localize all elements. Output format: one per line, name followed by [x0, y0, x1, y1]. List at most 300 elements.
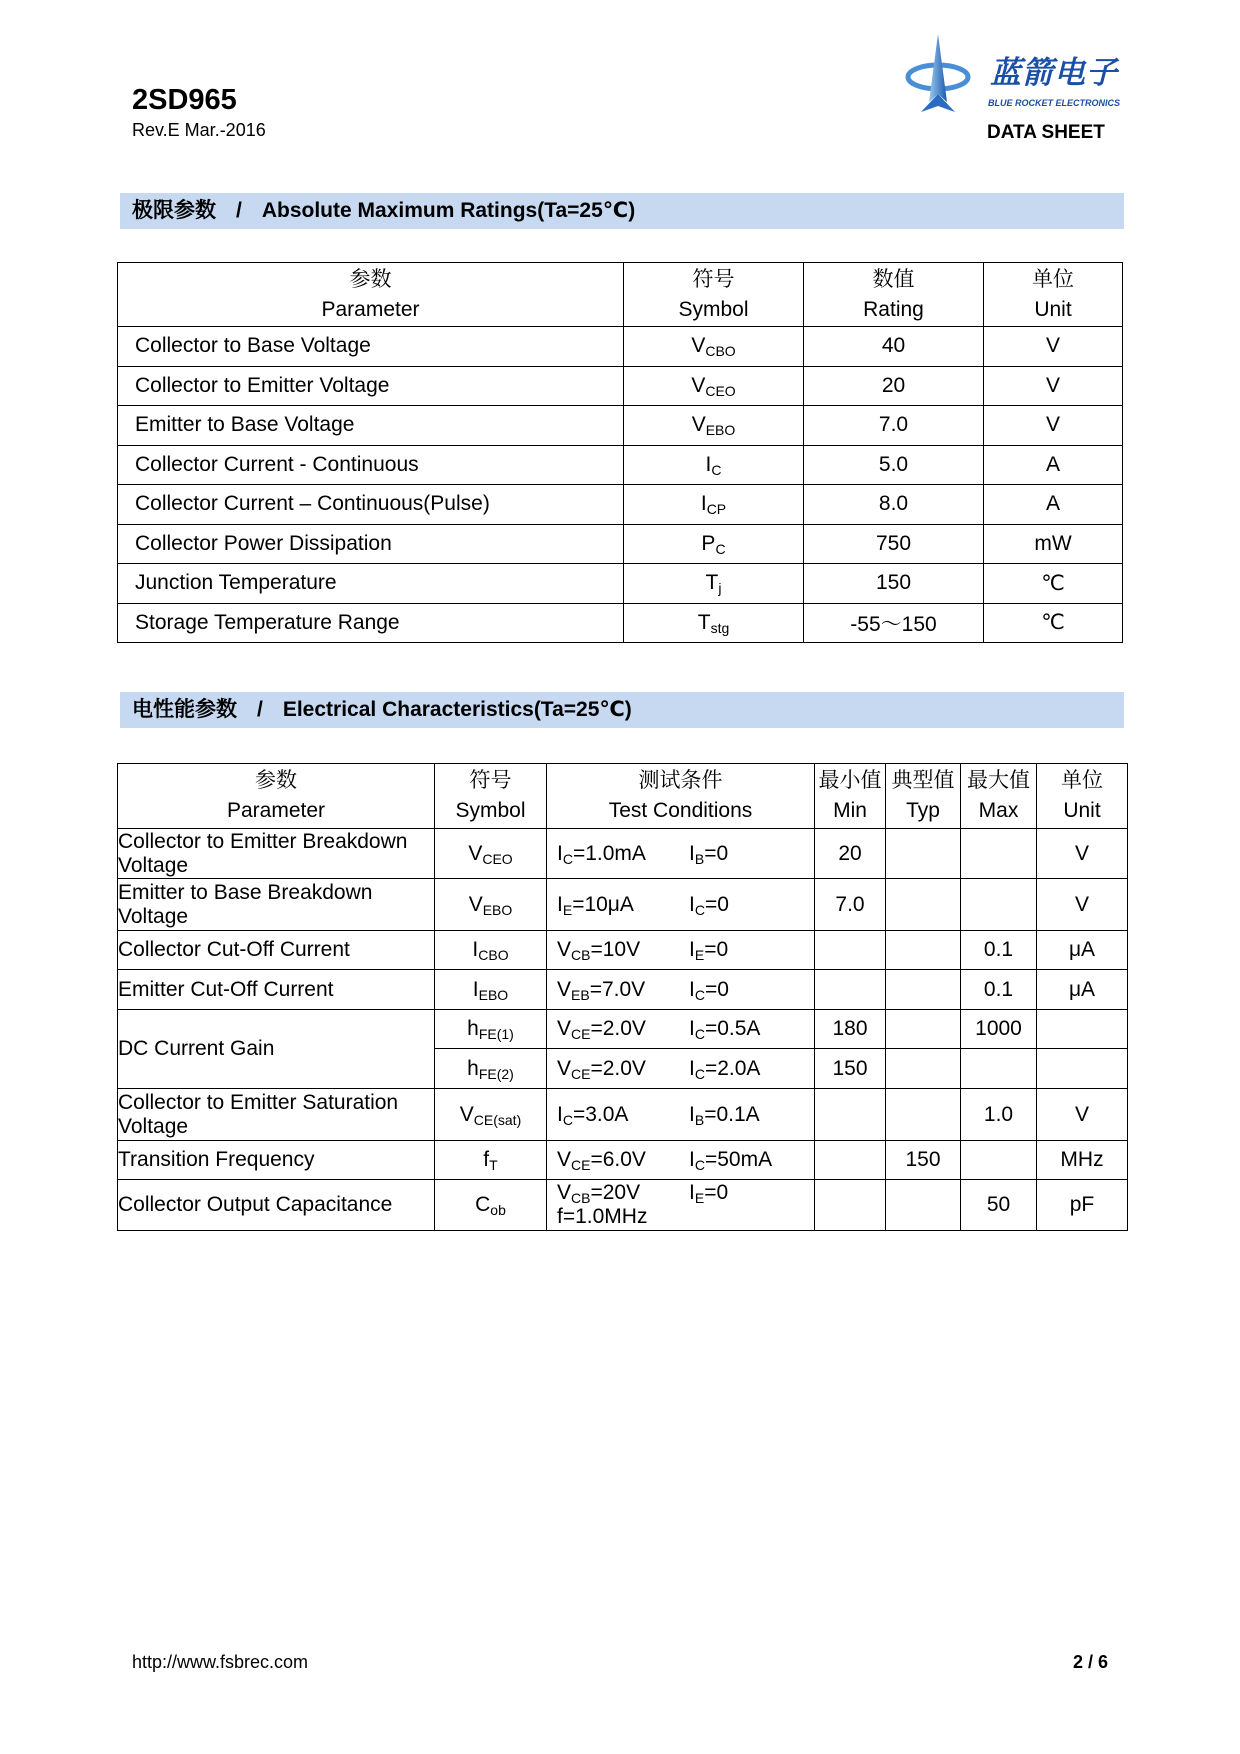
table-row [118, 485, 1123, 525]
max-cell [961, 1049, 1037, 1089]
cond-symbol: V [557, 938, 572, 961]
param-cell [118, 327, 624, 367]
abs-max-table [117, 262, 1123, 643]
min-cell [815, 1141, 886, 1180]
cond-symbol: I [557, 1102, 563, 1126]
unit: mW [1034, 531, 1072, 555]
cond-symbol: V [557, 977, 572, 1001]
unit-cell [984, 564, 1123, 604]
symbol-subscript: CEO [482, 850, 513, 867]
unit-value: MHz [1060, 1148, 1104, 1171]
header-en: Rating [863, 297, 924, 321]
symbol-subscript: CP [706, 501, 727, 518]
symbol: V [459, 1102, 474, 1126]
symbol: V [468, 892, 483, 916]
cond-symbol: I [689, 1181, 695, 1204]
min-value: 150 [832, 1056, 868, 1080]
table-header [118, 263, 1123, 327]
typ-cell [886, 879, 961, 931]
table-row [118, 366, 1123, 406]
unit-cell [984, 366, 1123, 406]
unit-value: pF [1069, 1193, 1095, 1216]
cond-symbol: I [689, 938, 695, 961]
revision: Rev.E Mar.-2016 [132, 120, 266, 140]
symbol-subscript: C [711, 461, 722, 478]
param-cell [118, 485, 624, 525]
unit-value: μA [1068, 938, 1096, 961]
cond-value: =7.0V [589, 977, 646, 1001]
separator: / [257, 698, 263, 721]
param-cell [118, 524, 624, 564]
cond-subscript: C [694, 1157, 705, 1173]
symbol: I [705, 452, 712, 476]
max-cell [961, 931, 1037, 970]
unit-value: V [1074, 892, 1089, 916]
header-en: Typ [906, 799, 940, 822]
cond-value: =6.0V [590, 1148, 646, 1171]
max-cell [961, 1180, 1037, 1231]
cond-value: =0.5A [704, 1017, 761, 1040]
rating: 8.0 [878, 492, 909, 516]
unit-cell [1037, 1010, 1128, 1049]
cond-value: =10V [590, 938, 641, 961]
cond-subscript: CB [571, 947, 591, 963]
cond-value: =0 [704, 892, 729, 916]
symbol-subscript: FE(1) [478, 1026, 514, 1042]
max-value: 50 [986, 1193, 1011, 1216]
separator: / [236, 199, 242, 222]
symbol-cell [435, 931, 547, 970]
unit: V [1045, 334, 1060, 358]
header-cell [435, 764, 547, 829]
header-en: Max [978, 799, 1019, 822]
rating: 750 [875, 531, 912, 555]
unit: A [1045, 492, 1060, 516]
symbol-cell [435, 1089, 547, 1141]
symbol-subscript: stg [710, 619, 730, 636]
min-value: 180 [832, 1017, 868, 1040]
param-name: Storage Temperature Range [135, 610, 400, 634]
cond-value: =3.0A [572, 1102, 629, 1126]
header-en: Unit [1034, 297, 1072, 321]
rating-cell [804, 366, 984, 406]
min-value: 7.0 [835, 892, 865, 916]
min-cell [815, 931, 886, 970]
typ-cell [886, 1010, 961, 1049]
doc-type: DATA SHEET [987, 122, 1105, 143]
max-value: 0.1 [983, 938, 1014, 961]
cond-value: =0 [704, 938, 729, 961]
symbol-subscript: EBO [478, 986, 509, 1003]
symbol-subscript: j [718, 580, 722, 597]
unit: V [1045, 413, 1060, 437]
page-number: 2 / 6 [1073, 1652, 1109, 1672]
param-cell [118, 879, 435, 931]
rating-cell [804, 524, 984, 564]
max-cell [961, 1141, 1037, 1180]
header-cell [886, 764, 961, 829]
header-en: Test Conditions [608, 799, 753, 822]
param-cell [118, 366, 624, 406]
symbol-subscript: CBO [705, 343, 736, 360]
cond-symbol: I [689, 1148, 695, 1171]
symbol: V [691, 334, 706, 358]
header-cell [984, 263, 1123, 327]
cond-value: =1.0mA [572, 841, 646, 865]
typ-cell [886, 931, 961, 970]
symbol-subscript: C [715, 540, 726, 557]
symbol-cell [435, 1180, 547, 1231]
unit-cell [984, 327, 1123, 367]
table-row [118, 931, 1128, 970]
symbol-subscript: EBO [705, 422, 736, 439]
conditions-cell [547, 829, 815, 879]
table-row [118, 603, 1123, 643]
header-cell [815, 764, 886, 829]
unit-cell [1037, 1089, 1128, 1141]
symbol-cell [624, 603, 804, 643]
header-cn: 参数 [255, 769, 297, 792]
param-name: Collector Power Dissipation [135, 531, 392, 555]
symbol: T [697, 610, 711, 634]
cond-value: =2.0V [590, 1056, 646, 1080]
symbol-cell [624, 485, 804, 525]
symbol: h [467, 1017, 479, 1040]
unit-cell [1037, 879, 1128, 931]
symbol: I [472, 977, 479, 1001]
table-row [118, 445, 1123, 485]
cond-value: =0 [704, 1181, 729, 1204]
symbol-subscript: EBO [482, 901, 513, 918]
symbol: P [701, 531, 716, 555]
logo-text-en: BLUE ROCKET ELECTRONICS [988, 98, 1121, 108]
param-name: Collector to Emitter Voltage [135, 373, 390, 397]
header-cn: 参数 [349, 267, 392, 291]
max-cell [961, 829, 1037, 879]
header-en: Parameter [226, 799, 326, 822]
symbol-subscript: ob [490, 1202, 506, 1218]
unit-cell [984, 524, 1123, 564]
cond-symbol: I [689, 1017, 695, 1040]
param-cell [118, 603, 624, 643]
min-cell [815, 1049, 886, 1089]
unit-cell [1037, 1141, 1128, 1180]
conditions-cell [547, 931, 815, 970]
unit-cell [984, 603, 1123, 643]
cond-subscript: B [694, 850, 705, 867]
rating: 5.0 [878, 452, 909, 476]
cond-value: =0 [704, 977, 729, 1001]
section-header-abs-max [120, 193, 1124, 229]
typ-cell [886, 1180, 961, 1231]
cond-symbol: V [557, 1181, 572, 1204]
symbol: I [472, 938, 479, 961]
param-name: Junction Temperature [135, 571, 337, 595]
section-header-electrical [120, 692, 1124, 728]
rating-cell [804, 406, 984, 446]
symbol-cell [435, 1010, 547, 1049]
symbol: h [467, 1056, 479, 1080]
table-row [118, 327, 1123, 367]
table-row [118, 829, 1128, 879]
max-value: 1.0 [983, 1102, 1014, 1126]
unit: A [1045, 452, 1060, 476]
cond-subscript: E [562, 901, 573, 918]
max-value: 0.1 [983, 977, 1014, 1001]
param-name: Collector Output Capacitance [118, 1193, 393, 1216]
header-cn: 符号 [692, 267, 735, 291]
symbol-subscript: FE(2) [478, 1065, 514, 1082]
table-row [118, 406, 1123, 446]
cond-subscript: C [562, 1111, 573, 1128]
header-cn: 测试条件 [638, 769, 723, 792]
param-cell [118, 829, 435, 879]
header-cell [804, 263, 984, 327]
header-cell [118, 764, 435, 829]
cond-symbol: I [689, 892, 695, 916]
header-en: Symbol [455, 799, 526, 822]
conditions-cell [547, 1010, 815, 1049]
conditions-cell [547, 970, 815, 1010]
symbol-subscript: CBO [478, 947, 509, 963]
symbol-cell [435, 1141, 547, 1180]
table-row [118, 1180, 1128, 1231]
cond-subscript: CE [571, 1065, 591, 1082]
header-cell [624, 263, 804, 327]
min-value: 20 [838, 841, 862, 865]
symbol: I [700, 492, 707, 516]
typ-cell [886, 1141, 961, 1180]
unit: ℃ [1041, 571, 1065, 595]
symbol: f [483, 1148, 490, 1171]
conditions-cell [547, 1141, 815, 1180]
header-en: Unit [1063, 799, 1101, 822]
table-row [118, 524, 1123, 564]
footer-url[interactable]: http://www.fsbrec.com [132, 1652, 309, 1672]
symbol-subscript: CE(sat) [473, 1111, 522, 1128]
symbol: C [475, 1193, 491, 1216]
param-cell [118, 564, 624, 604]
unit-cell [1037, 970, 1128, 1010]
unit-value: μA [1068, 977, 1096, 1001]
unit: ℃ [1041, 611, 1065, 635]
typ-cell [886, 970, 961, 1010]
typ-cell [886, 829, 961, 879]
unit-cell [1037, 1049, 1128, 1089]
symbol: V [691, 373, 706, 397]
table-header [118, 764, 1128, 829]
cond-subscript: C [694, 1026, 705, 1042]
param-cell [118, 1089, 435, 1141]
unit-value: V [1074, 1102, 1089, 1126]
param-name: Collector Current – Continuous(Pulse) [135, 492, 490, 516]
cond-symbol: V [557, 1017, 572, 1040]
param-name: Collector to Emitter Breakdown Voltage [118, 829, 408, 877]
rating-cell [804, 564, 984, 604]
unit-cell [1037, 931, 1128, 970]
unit-cell [984, 406, 1123, 446]
typ-cell [886, 1089, 961, 1141]
param-cell [118, 406, 624, 446]
param-name: Collector to Emitter Saturation Voltage [118, 1090, 399, 1138]
unit-cell [984, 485, 1123, 525]
header-cn: 数值 [872, 267, 915, 291]
typ-cell [886, 1049, 961, 1089]
param-name: Emitter to Base Voltage [135, 413, 355, 437]
cond-subscript: CB [571, 1190, 591, 1206]
table-row [118, 1089, 1128, 1141]
cond-symbol: I [557, 841, 563, 865]
cond-value: =50mA [704, 1148, 773, 1171]
header-en: Min [833, 799, 867, 822]
symbol-cell [624, 366, 804, 406]
param-name: Collector to Base Voltage [135, 334, 371, 358]
unit-cell [1037, 829, 1128, 879]
cond-symbol: I [689, 1102, 695, 1126]
symbol: V [691, 413, 706, 437]
min-cell [815, 970, 886, 1010]
section-title-cn: 电性能参数 [132, 698, 237, 721]
cond-subscript: EB [571, 986, 590, 1003]
max-cell [961, 970, 1037, 1010]
cond-subscript: C [694, 901, 705, 918]
rating-cell [804, 445, 984, 485]
symbol: V [468, 841, 483, 865]
conditions-cell [547, 1089, 815, 1141]
unit-value: V [1074, 841, 1089, 865]
blue-rocket-logo-icon [905, 32, 985, 122]
symbol-cell [624, 445, 804, 485]
header-en: Symbol [678, 297, 749, 321]
symbol-cell [435, 1049, 547, 1089]
rating-cell [804, 327, 984, 367]
electrical-table [117, 763, 1128, 1231]
cond-symbol: I [557, 892, 563, 916]
cond-symbol: V [557, 1148, 572, 1171]
symbol: T [705, 571, 719, 595]
header-cn: 单位 [1061, 769, 1103, 792]
header-en: Parameter [321, 297, 420, 321]
symbol-subscript: T [489, 1157, 498, 1173]
rating-cell [804, 485, 984, 525]
cond-symbol: I [689, 841, 695, 865]
min-cell [815, 1089, 886, 1141]
param-name: Transition Frequency [118, 1148, 315, 1171]
symbol-cell [435, 970, 547, 1010]
cond-value: =0 [704, 841, 729, 865]
conditions-cell [547, 1049, 815, 1089]
cond-value: =0.1A [704, 1102, 760, 1126]
part-number: 2SD965 [132, 84, 237, 116]
table-row [118, 879, 1128, 931]
param-cell [118, 970, 435, 1010]
param-name: Emitter Cut-Off Current [118, 977, 334, 1001]
param-cell [118, 445, 624, 485]
table-row [118, 564, 1123, 604]
conditions-cell [547, 879, 815, 931]
min-cell [815, 1010, 886, 1049]
max-value: 1000 [975, 1017, 1022, 1040]
header-cell [118, 263, 624, 327]
param-cell [118, 1010, 435, 1089]
symbol-cell [624, 564, 804, 604]
typ-value: 150 [905, 1148, 941, 1171]
min-cell [815, 1180, 886, 1231]
symbol-cell [624, 524, 804, 564]
max-cell [961, 879, 1037, 931]
table-row [118, 1141, 1128, 1180]
cond-subscript: CE [571, 1026, 591, 1042]
cond-symbol: I [689, 1056, 695, 1080]
header-cn: 单位 [1032, 267, 1074, 291]
cond-subscript: B [694, 1111, 705, 1128]
symbol-cell [624, 327, 804, 367]
cond-value: =10μA [572, 892, 634, 916]
header-cell [1037, 764, 1128, 829]
header-cell [547, 764, 815, 829]
rating: 150 [875, 571, 912, 595]
logo-text-cn: 蓝箭电子 [990, 55, 1118, 90]
cond-subscript: C [694, 986, 705, 1003]
section-title-en: Electrical Characteristics(Ta=25℃) [282, 698, 632, 721]
symbol-subscript: CEO [705, 382, 736, 399]
table-row [118, 970, 1128, 1010]
table-row [118, 1010, 1128, 1049]
min-cell [815, 829, 886, 879]
param-name: Collector Cut-Off Current [118, 938, 350, 961]
symbol-cell [435, 829, 547, 879]
cond-symbol: V [557, 1056, 572, 1080]
symbol-cell [624, 406, 804, 446]
header-cell [961, 764, 1037, 829]
cond-subscript: C [694, 1065, 705, 1082]
min-cell [815, 879, 886, 931]
rating: -55～150 [850, 612, 937, 636]
rating: 20 [881, 373, 906, 397]
cond-value: =20V [590, 1181, 641, 1204]
header-cn: 典型值 [891, 769, 955, 792]
cond-symbol: I [689, 977, 695, 1001]
param-name: Collector Current - Continuous [135, 452, 419, 476]
symbol-cell [435, 879, 547, 931]
cond-subscript: E [694, 1190, 705, 1206]
rating: 40 [881, 334, 906, 358]
rating-cell [804, 603, 984, 643]
cond-subscript: E [694, 947, 705, 963]
max-cell [961, 1089, 1037, 1141]
param-cell [118, 1180, 435, 1231]
section-title-en: Absolute Maximum Ratings(Ta=25℃) [261, 199, 636, 222]
max-cell [961, 1010, 1037, 1049]
header-cn: 最小值 [818, 769, 882, 792]
cond-value: =2.0V [590, 1017, 646, 1040]
unit-cell [1037, 1180, 1128, 1231]
header-cn: 最大值 [967, 769, 1030, 792]
param-cell [118, 931, 435, 970]
header-cn: 符号 [469, 769, 512, 792]
rating: 7.0 [878, 413, 909, 437]
param-cell [118, 1141, 435, 1180]
cond-subscript: C [562, 850, 573, 867]
unit: V [1045, 373, 1060, 397]
param-name: DC Current Gain [118, 1037, 275, 1060]
unit-cell [984, 445, 1123, 485]
cond-value: =2.0A [704, 1056, 761, 1080]
conditions-cell [547, 1180, 815, 1231]
param-name: Emitter to Base Breakdown Voltage [118, 880, 373, 928]
cond-extra: f=1.0MHz [557, 1205, 648, 1228]
section-title-cn: 极限参数 [132, 199, 216, 222]
